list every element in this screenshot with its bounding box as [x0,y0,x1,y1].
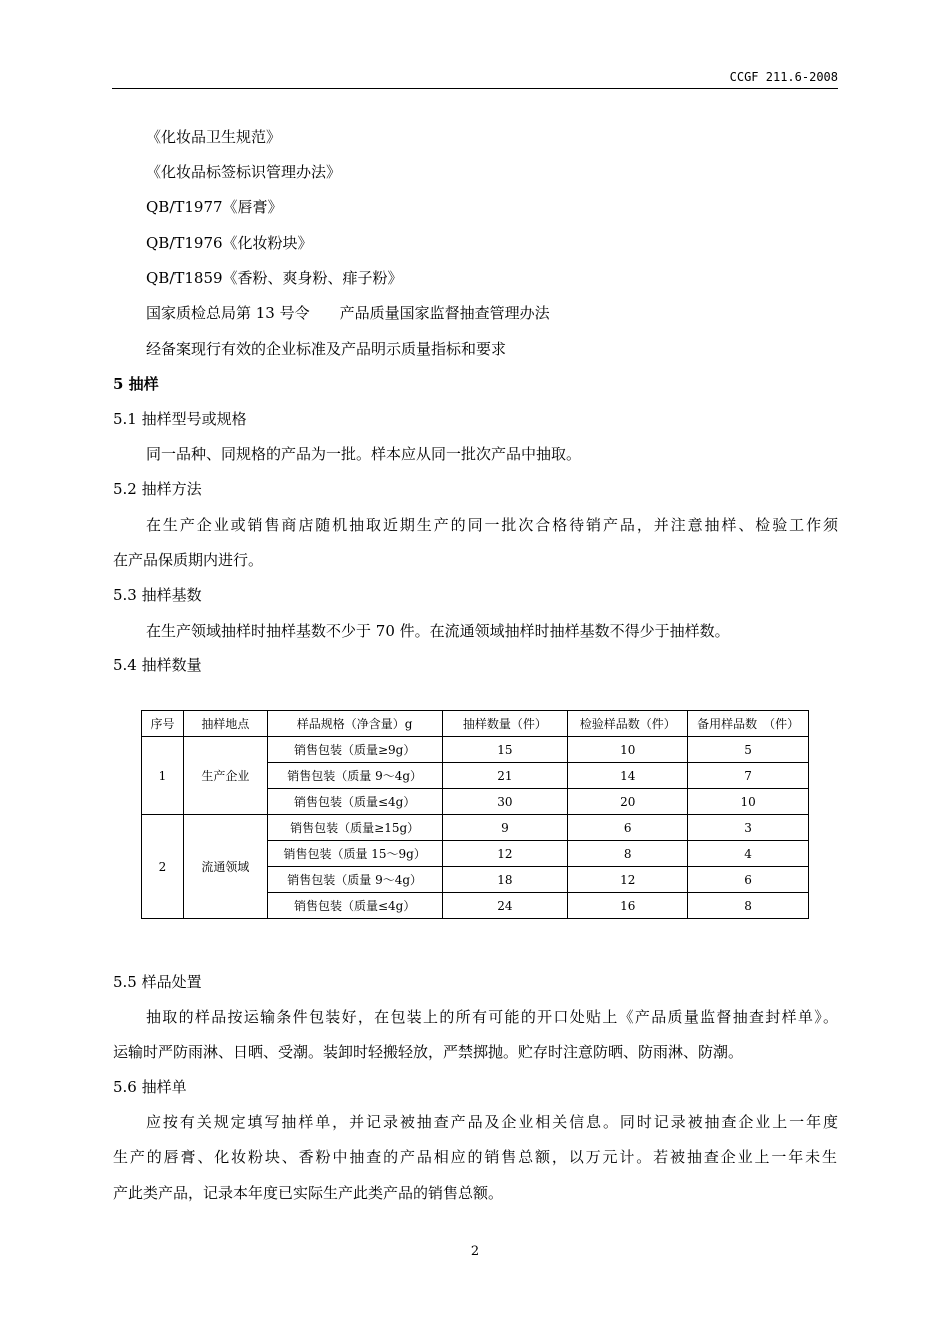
header-spare-qty: 备用样品数 （件） [688,711,809,737]
section-5-title: 5 抽样 [113,375,159,393]
section-5-6-text-line3: 产此类产品，记录本年度已实际生产此类产品的销售总额。 [113,1184,504,1202]
ref-compact-powder-std: QB/T1976《化妆粉块》 [146,234,313,252]
section-5-2-text-line2: 在产品保质期内进行。 [113,551,264,569]
spare-qty-cell: 8 [688,893,809,919]
test-qty-cell: 6 [568,815,688,841]
header-spec: 样品规格（净含量）g [267,711,442,737]
spare-qty-cell: 6 [688,867,809,893]
group-no: 2 [142,815,184,919]
test-qty-cell: 20 [568,789,688,815]
ref-label-management: 《化妆品标签标识管理办法》 [146,163,342,181]
spec-cell: 销售包装（质量≤4g） [267,789,442,815]
table-row [142,815,809,841]
section-5-3-title: 5.3 抽样基数 [113,586,202,604]
sample-qty-cell: 12 [442,841,568,867]
section-5-5-title: 5.5 样品处置 [113,973,202,991]
section-5-6-text-line1: 应按有关规定填写抽样单，并记录被抽查产品及企业相关信息。同时记录被抽查企业上一年度 [146,1113,838,1131]
page-number: 2 [470,1244,480,1259]
ref-enterprise-std: 经备案现行有效的企业标准及产品明示质量指标和要求 [146,340,507,358]
sampling-quantity-table [141,710,809,919]
table-row [142,737,809,763]
section-5-5-text-line2: 运输时严防雨淋、日晒、受潮。装卸时轻搬轻放，严禁掷抛。贮存时注意防晒、防雨淋、防潮。 [113,1043,744,1061]
group-place: 流通领域 [183,815,267,919]
spec-cell: 销售包装（质量≥9g） [267,737,442,763]
test-qty-cell: 12 [568,867,688,893]
header-rule [112,88,838,89]
header-test-qty: 检验样品数（件） [568,711,688,737]
section-5-6-title: 5.6 抽样单 [113,1078,187,1096]
header-no: 序号 [142,711,184,737]
table-header-row [142,711,809,737]
section-5-6-text-line2: 生产的唇膏、化妆粉块、香粉中抽查的产品相应的销售总额，以万元计。若被抽查企业上一年未生 [113,1148,837,1166]
sample-qty-cell: 30 [442,789,568,815]
section-5-1-text: 同一品种、同规格的产品为一批。样本应从同一批次产品中抽取。 [146,445,582,463]
test-qty-cell: 8 [568,841,688,867]
spec-cell: 销售包装（质量≥15g） [267,815,442,841]
group-place: 生产企业 [183,737,267,815]
header-sample-qty: 抽样数量（件） [442,711,568,737]
spare-qty-cell: 10 [688,789,809,815]
spec-cell: 销售包装（质量 9～4g） [267,763,442,789]
section-5-3-text: 在生产领域抽样时抽样基数不少于 70 件。在流通领域抽样时抽样基数不得少于抽样数。 [146,622,730,640]
header-place: 抽样地点 [183,711,267,737]
test-qty-cell: 10 [568,737,688,763]
sample-qty-cell: 21 [442,763,568,789]
spec-cell: 销售包装（质量 15～9g） [267,841,442,867]
spec-cell: 销售包装（质量 9～4g） [267,867,442,893]
test-qty-cell: 16 [568,893,688,919]
document-code: CCGF 211.6-2008 [729,70,838,84]
sample-qty-cell: 18 [442,867,568,893]
sample-qty-cell: 24 [442,893,568,919]
spare-qty-cell: 3 [688,815,809,841]
test-qty-cell: 14 [568,763,688,789]
spare-qty-cell: 4 [688,841,809,867]
ref-powder-std: QB/T1859《香粉、爽身粉、痱子粉》 [146,269,403,287]
sample-qty-cell: 9 [442,815,568,841]
ref-cosmetic-hygiene: 《化妆品卫生规范》 [146,128,282,146]
section-5-5-text-line1: 抽取的样品按运输条件包装好，在包装上的所有可能的开口处贴上《产品质量监督抽查封样单》。 [146,1008,838,1026]
section-5-2-text-line1: 在生产企业或销售商店随机抽取近期生产的同一批次合格待销产品，并注意抽样、检验工作须 [146,516,838,534]
ref-decree-13: 国家质检总局第 13 号令 产品质量国家监督抽查管理办法 [146,304,550,322]
group-no: 1 [142,737,184,815]
section-5-1-title: 5.1 抽样型号或规格 [113,410,247,428]
section-5-2-title: 5.2 抽样方法 [113,480,202,498]
spare-qty-cell: 7 [688,763,809,789]
sample-qty-cell: 15 [442,737,568,763]
spec-cell: 销售包装（质量≤4g） [267,893,442,919]
section-5-4-title: 5.4 抽样数量 [113,656,202,674]
ref-lipstick-std: QB/T1977《唇膏》 [146,198,283,216]
spare-qty-cell: 5 [688,737,809,763]
